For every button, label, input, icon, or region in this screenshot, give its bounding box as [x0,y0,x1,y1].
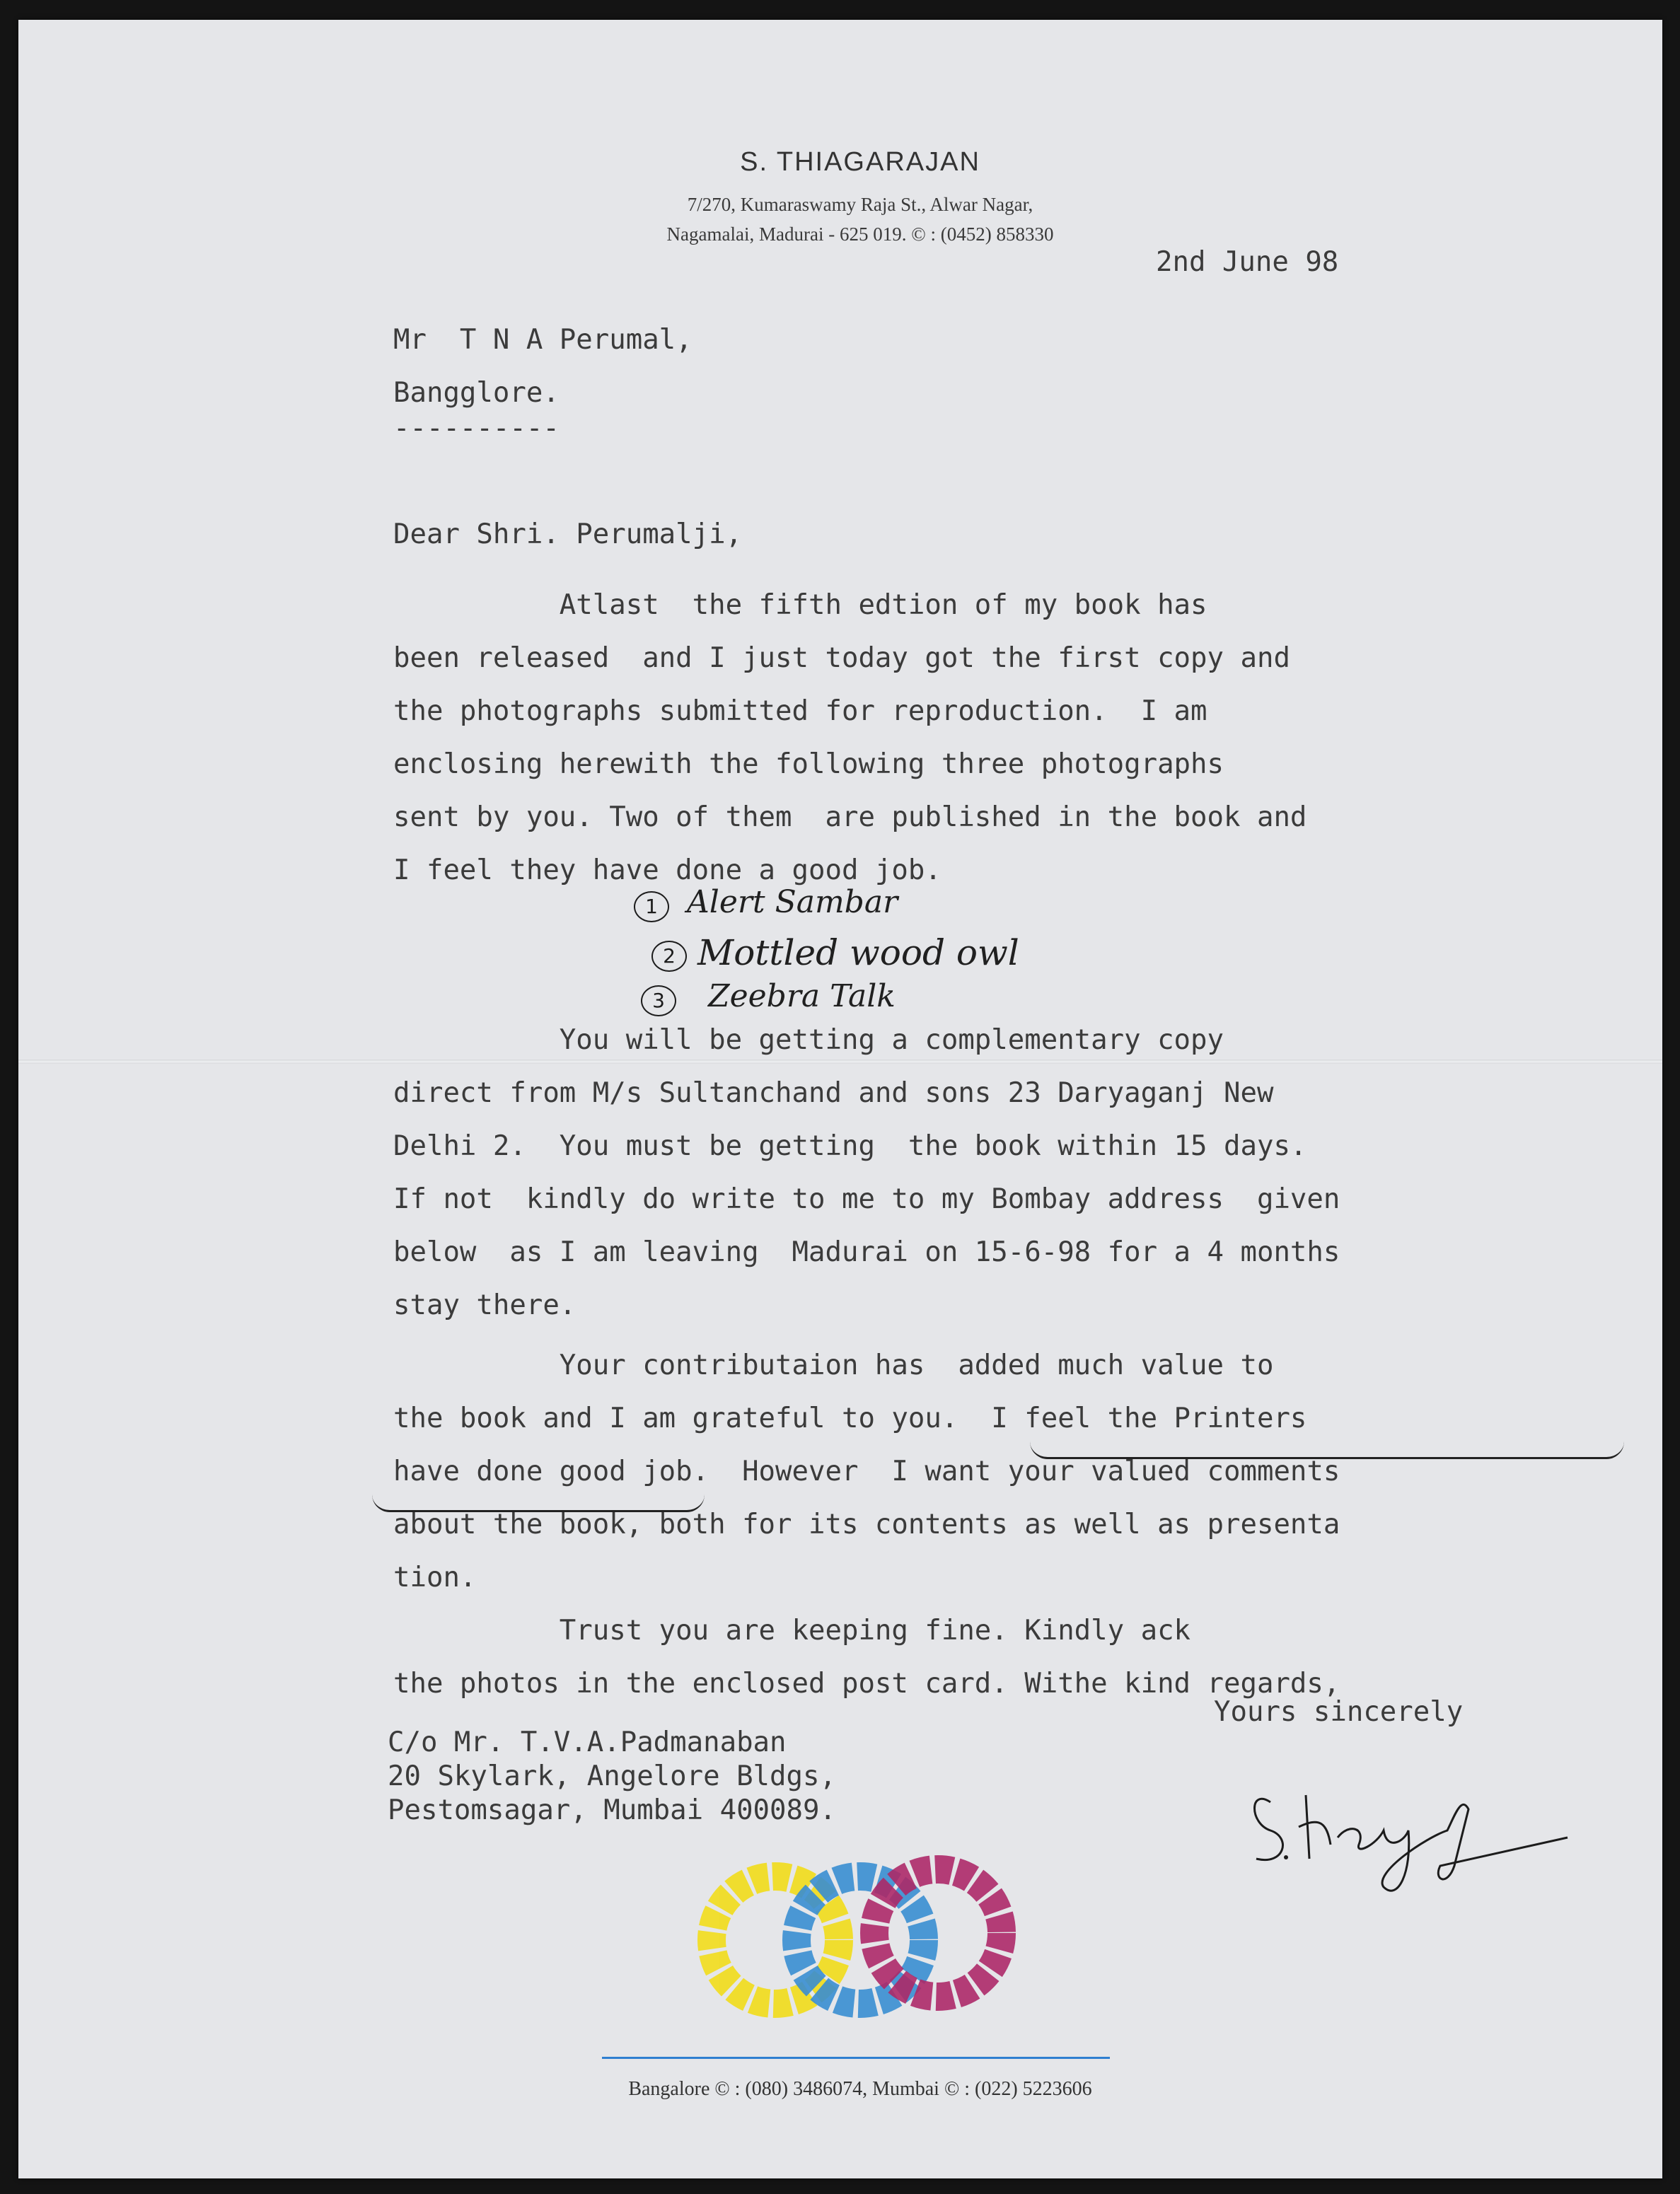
letterhead-address [570,190,1150,249]
recipient-underline: ---------- [393,412,560,444]
handwritten-underline [372,1494,705,1512]
recipient-city: Bangglore. [393,377,560,409]
footer-phones: Bangalore © : (080) 3486074, Mumbai © : (022) 5223606 [628,2078,1092,2100]
logo-rings [690,1841,1023,2039]
letterhead-name: S. THIAGARAJAN [740,147,980,177]
footer-rule [602,2057,1110,2059]
list-number-circle: 2 [651,941,687,972]
handwritten-underline [1030,1441,1624,1459]
list-number-circle: 3 [641,985,676,1016]
contact-address: C/o Mr. T.V.A.Padmanaban 20 Skylark, Angelore Bldgs, Pestomsagar, Mumbai 400089. [388,1726,836,1826]
signature [1242,1760,1596,1901]
paragraph-4: Trust you are keeping fine. Kindly ack the photos in the enclosed post card. Withe kind regards, [393,1615,1340,1700]
recipient-name: Mr T N A Perumal, [393,324,693,356]
letterhead-address-line1: 7/270, Kumaraswamy Raja St., Alwar Nagar, [687,194,1033,215]
handwritten-item-1: Alert Sambar [687,884,898,920]
handwritten-item-2: Mottled wood owl [697,932,1019,973]
closing: Yours sincerely [1214,1696,1464,1728]
handwritten-item-3: Zeebra Talk [708,978,896,1014]
letterhead-address-line2: Nagamalai, Madurai - 625 019. © : (0452) 858330 [666,224,1054,245]
list-number-circle: 1 [634,891,669,922]
paragraph-2: You will be getting a complementary copy direct from M/s Sultanchand and sons 23 Daryaganj New Delhi 2. You must be getting the book within 15 days. If not kindly do write to me to my Bombay address given below as I am leaving Madurai on 15-6-98 for a 4 months stay there. [393,1024,1340,1321]
paragraph-3: Your contributaion has added much value to the book and I am grateful to you. I feel the Printers have done good job. However I want your valued comments about the book, both for its contents as well as presenta tion. [393,1350,1340,1594]
letter-sheet [18,20,1662,2178]
paragraph-1: Atlast the fifth edtion of my book has been released and I just today got the first copy and the photographs submitted for reproduction. I am enclosing herewith the following three photographs sent by you. Two of them are published in the book and I feel they have done a good job. [393,589,1307,886]
salutation: Dear Shri. Perumalji, [393,518,743,550]
letter-date: 2nd June 98 [1156,246,1339,278]
